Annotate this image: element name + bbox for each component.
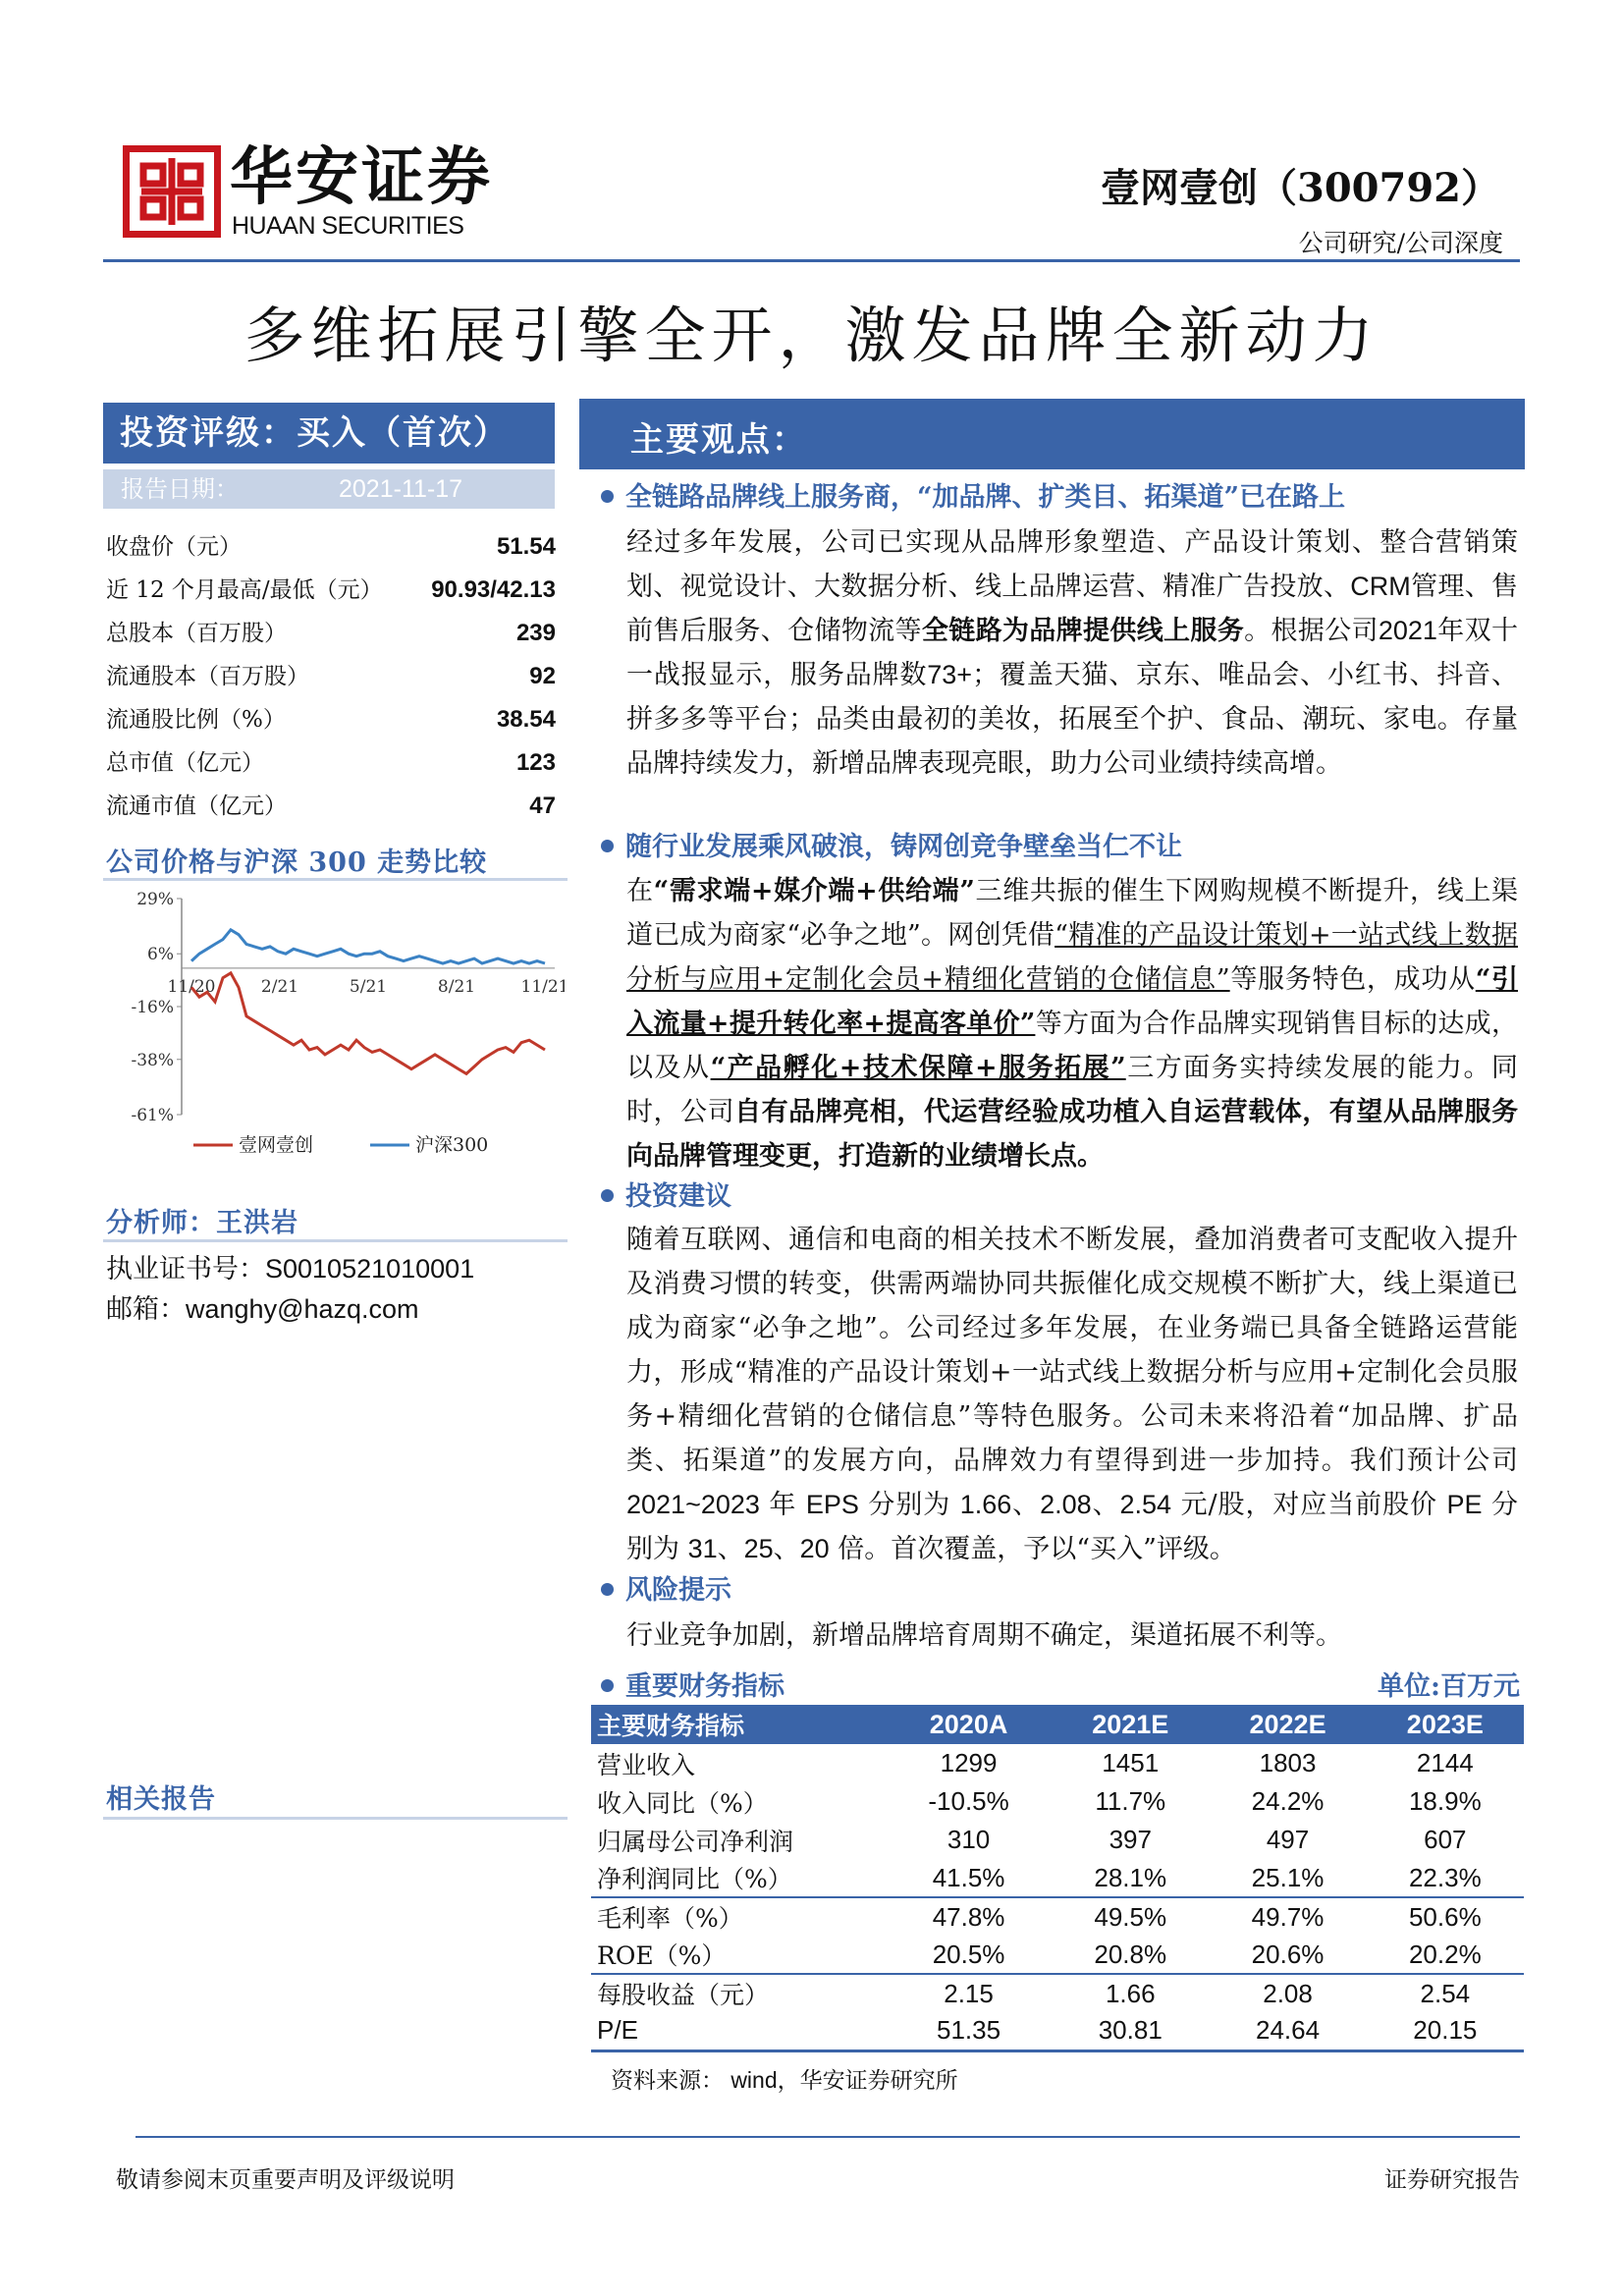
report-date-bar xyxy=(103,469,555,509)
table-row xyxy=(591,1859,1524,1897)
table-cell: 24.64 xyxy=(1209,2012,1366,2050)
stat-row xyxy=(106,569,556,612)
table-cell: 607 xyxy=(1424,1825,1467,1854)
stat-value: 123 xyxy=(515,749,556,776)
table-cell: 28.1% xyxy=(1094,1862,1167,1892)
table-cell: 净利润同比（%） xyxy=(597,1865,792,1893)
table-cell: 30.81 xyxy=(1052,2012,1209,2050)
table-row xyxy=(591,1782,1524,1821)
rating-banner: 投资评级：买入（首次） xyxy=(103,403,555,464)
table-row xyxy=(591,1974,1524,2012)
section-heading: 投资建议 xyxy=(601,1175,731,1213)
analyst-license: 执业证书号：S0010521010001 xyxy=(106,1254,475,1284)
table-cell: 1.66 xyxy=(1052,1974,1209,2012)
stat-value: 51.54 xyxy=(496,533,556,560)
table-cell: 51.35 xyxy=(886,2012,1052,2050)
y-tick-label: -61% xyxy=(131,1106,174,1125)
x-tick-label: 8/21 xyxy=(437,976,476,997)
table-cell: 1803 xyxy=(1259,1748,1317,1777)
market-stats xyxy=(106,525,556,828)
section-heading: 全链路品牌线上服务商，“加品牌、扩类目、拓渠道”已在路上 xyxy=(601,475,1345,514)
related-reports-divider xyxy=(103,1817,568,1820)
section-paragraph: 行业竞争加剧，新增品牌培育周期不确定，渠道拓展不利等。 xyxy=(626,1620,1342,1651)
header-divider xyxy=(103,259,1520,262)
analyst-email: 邮箱：wanghy@hazq.com xyxy=(106,1294,419,1324)
table-header-row xyxy=(591,1705,1524,1744)
y-tick-label: 29% xyxy=(136,890,174,909)
table-row xyxy=(591,1936,1524,1974)
table-cell: 1451 xyxy=(1102,1748,1160,1777)
table-cell: 1299 xyxy=(940,1748,998,1777)
table-source: 资料来源： wind，华安证券研究所 xyxy=(611,2067,958,2094)
table-cell: 毛利率（%） xyxy=(591,1897,886,1936)
stat-row xyxy=(106,525,556,569)
table-cell: 20.5% xyxy=(932,1939,1005,1969)
stat-label: 近 12 个月最高/最低（元） xyxy=(106,577,383,603)
price-chart xyxy=(103,889,565,1174)
stat-row xyxy=(106,785,556,828)
logo-english-name: HUAAN SECURITIES xyxy=(232,212,464,240)
table-cell: 11.7% xyxy=(1095,1786,1166,1816)
table-cell: 2.08 xyxy=(1209,1974,1366,2012)
price-chart-svg xyxy=(103,889,565,1174)
stat-label: 收盘价（元） xyxy=(106,534,242,560)
table-cell: 2.54 xyxy=(1367,1974,1524,2012)
x-tick-label: 11/21 xyxy=(520,976,565,997)
table-cell: 47.8% xyxy=(886,1897,1052,1936)
table-cell: 397 xyxy=(1109,1825,1152,1854)
report-date-label: 报告日期： xyxy=(121,475,239,503)
table-cell: 497 xyxy=(1266,1825,1310,1854)
chart-title: 公司价格与沪深 300 走势比较 xyxy=(106,847,488,878)
stat-row xyxy=(106,655,556,698)
legend-label: 壹网壹创 xyxy=(239,1134,314,1156)
table-cell: 20.15 xyxy=(1367,2012,1524,2050)
key-points-banner: 主要观点： xyxy=(579,399,1525,469)
section-paragraph: 随着互联网、通信和电商的相关技术不断发展，叠加消费者可支配收入提升及消费习惯的转变，供需两端协同共振催化成交规模不断扩大，线上渠道已成为商家“必争之地”。公司经过多年发展，在业务端已具备全链路运营能力，形成“精准的产品设计策划+一站式线上数据分析与应用+定制化会员服务+精细化营销的仓储信息”等特色服务。公司未来将沿着“加品牌、扩品类、拓渠道”的发展方向，品牌效力有望得到进一步加持。我们预计公司 2021~2023 年 EPS 分别为 1.66、2.08、2.54 元/股，对应当前股价 PE 分别为 31、25、20 倍。首次覆盖，予以“买入”评级。 xyxy=(626,1225,1518,1564)
legend-label: 沪深300 xyxy=(415,1134,489,1156)
stat-value: 92 xyxy=(529,663,556,689)
report-date-value: 2021-11-17 xyxy=(339,475,463,503)
report-title: 多维拓展引擎全开，激发品牌全新动力 xyxy=(243,300,1380,371)
table-row xyxy=(591,2012,1524,2050)
table-row xyxy=(591,1744,1524,1782)
report-category: 公司研究/公司深度 xyxy=(1298,229,1503,257)
table-cell: 25.1% xyxy=(1251,1862,1325,1892)
analyst-title: 分析师：王洪岩 xyxy=(106,1208,298,1238)
table-header-cell: 主要财务指标 xyxy=(591,1705,886,1744)
chart-title-divider xyxy=(103,878,568,881)
logo-seal-icon xyxy=(130,152,214,231)
series-line xyxy=(191,930,545,963)
table-cell: 310 xyxy=(947,1825,991,1854)
table-header-cell: 2020A xyxy=(886,1705,1052,1744)
stat-row xyxy=(106,612,556,655)
stat-value: 90.93/42.13 xyxy=(431,576,556,603)
table-cell: 50.6% xyxy=(1367,1897,1524,1936)
table-cell: 22.3% xyxy=(1408,1862,1482,1892)
related-reports-title: 相关报告 xyxy=(106,1784,216,1815)
table-cell: P/E xyxy=(591,2012,886,2050)
table-cell: 20.6% xyxy=(1251,1939,1325,1969)
x-tick-label: 5/21 xyxy=(349,976,388,997)
table-cell: 20.8% xyxy=(1094,1939,1167,1969)
y-tick-label: 6% xyxy=(147,945,174,965)
financial-table xyxy=(591,1705,1524,2052)
table-header-cell: 2022E xyxy=(1209,1705,1366,1744)
stat-label: 流通股本（百万股） xyxy=(106,664,309,689)
table-header-cell: 2023E xyxy=(1367,1705,1524,1744)
table-cell: 每股收益（元） xyxy=(591,1974,886,2012)
table-row xyxy=(591,1897,1524,1936)
stat-label: 总股本（百万股） xyxy=(106,621,287,646)
section-heading: 风险提示 xyxy=(601,1568,731,1607)
bullet-dot-icon xyxy=(601,490,614,503)
stat-value: 239 xyxy=(515,620,556,646)
table-cell: 49.7% xyxy=(1209,1897,1366,1936)
footer-divider xyxy=(135,2136,1520,2138)
analyst-divider xyxy=(103,1239,568,1242)
table-cell: 归属母公司净利润 xyxy=(597,1827,794,1856)
x-tick-label: 2/21 xyxy=(260,976,299,997)
table-cell: 2.15 xyxy=(886,1974,1052,2012)
table-cell: 18.9% xyxy=(1408,1786,1482,1816)
section-heading: 随行业发展乘风破浪，铸网创竞争壁垒当仁不让 xyxy=(601,825,1182,863)
section-heading: 重要财务指标 xyxy=(601,1665,784,1703)
stat-value: 38.54 xyxy=(496,706,556,733)
bullet-dot-icon xyxy=(601,1189,614,1202)
table-cell: 营业收入 xyxy=(597,1750,696,1779)
table-cell: 20.2% xyxy=(1408,1939,1482,1969)
stat-label: 总市值（亿元） xyxy=(106,750,264,776)
section-paragraph: 经过多年发展，公司已实现从品牌形象塑造、产品设计策划、整合营销策划、视觉设计、大数据分析、线上品牌运营、精准广告投放、CRM管理、售前售后服务、仓储物流等全链路为品牌提供线上服务。根据公司2021年双十一战报显示，服务品牌数73+；覆盖天猫、京东、唯品会、小红书、抖音、拼多多等平台；品类由最初的美妆，拓展至个护、食品、潮玩、家电。存量品牌持续发力，新增品牌表现亮眼，助力公司业绩持续高增。 xyxy=(626,527,1519,779)
table-cell: 41.5% xyxy=(932,1862,1005,1892)
table-cell: 收入同比（%） xyxy=(597,1788,768,1818)
section-paragraph: 在“需求端+媒介端+供给端”三维共振的催生下网购规模不断提升，线上渠道已成为商家“必争之地”。网创凭借“精准的产品设计策划+一站式线上数据分析与应用+定制化会员+精细化营销的仓储信息”等服务特色，成功从“引入流量+提升转化率+提高客单价”等方面为合作品牌实现销售目标的达成，以及从“产品孵化+技术保障+服务拓展”三方面务实持续发展的能力。同时，公司自有品牌亮相，代运营经验成功植入自运营载体，有望从品牌服务向品牌管理变更，打造新的业绩增长点。 xyxy=(626,876,1519,1172)
logo-mark xyxy=(123,145,221,238)
stat-label: 流通股比例（%） xyxy=(106,707,286,733)
table-cell: -10.5% xyxy=(928,1786,1009,1816)
table-cell: ROE（%） xyxy=(597,1941,727,1970)
bullet-dot-icon xyxy=(601,1679,614,1692)
bullet-dot-icon xyxy=(601,1583,614,1596)
bullet-dot-icon xyxy=(601,840,614,852)
unit-label: 单位:百万元 xyxy=(1378,1671,1520,1702)
table-row xyxy=(591,1821,1524,1859)
footer-report-type: 证券研究报告 xyxy=(1384,2167,1520,2193)
table-cell: 24.2% xyxy=(1251,1786,1325,1816)
stat-row xyxy=(106,741,556,785)
y-tick-label: -38% xyxy=(131,1050,174,1070)
y-tick-label: -16% xyxy=(131,998,174,1017)
stat-row xyxy=(106,698,556,741)
stat-value: 47 xyxy=(529,793,556,819)
logo-chinese-name: 华安证券 xyxy=(230,140,493,214)
footer-disclaimer: 敬请参阅末页重要声明及评级说明 xyxy=(116,2167,455,2193)
table-cell: 49.5% xyxy=(1052,1897,1209,1936)
stat-label: 流通市值（亿元） xyxy=(106,793,287,819)
table-cell: 2144 xyxy=(1416,1748,1474,1777)
x-tick-label: 11/20 xyxy=(167,976,216,997)
company-ticker: 壹网壹创（300792） xyxy=(1101,165,1500,211)
table-header-cell: 2021E xyxy=(1052,1705,1209,1744)
